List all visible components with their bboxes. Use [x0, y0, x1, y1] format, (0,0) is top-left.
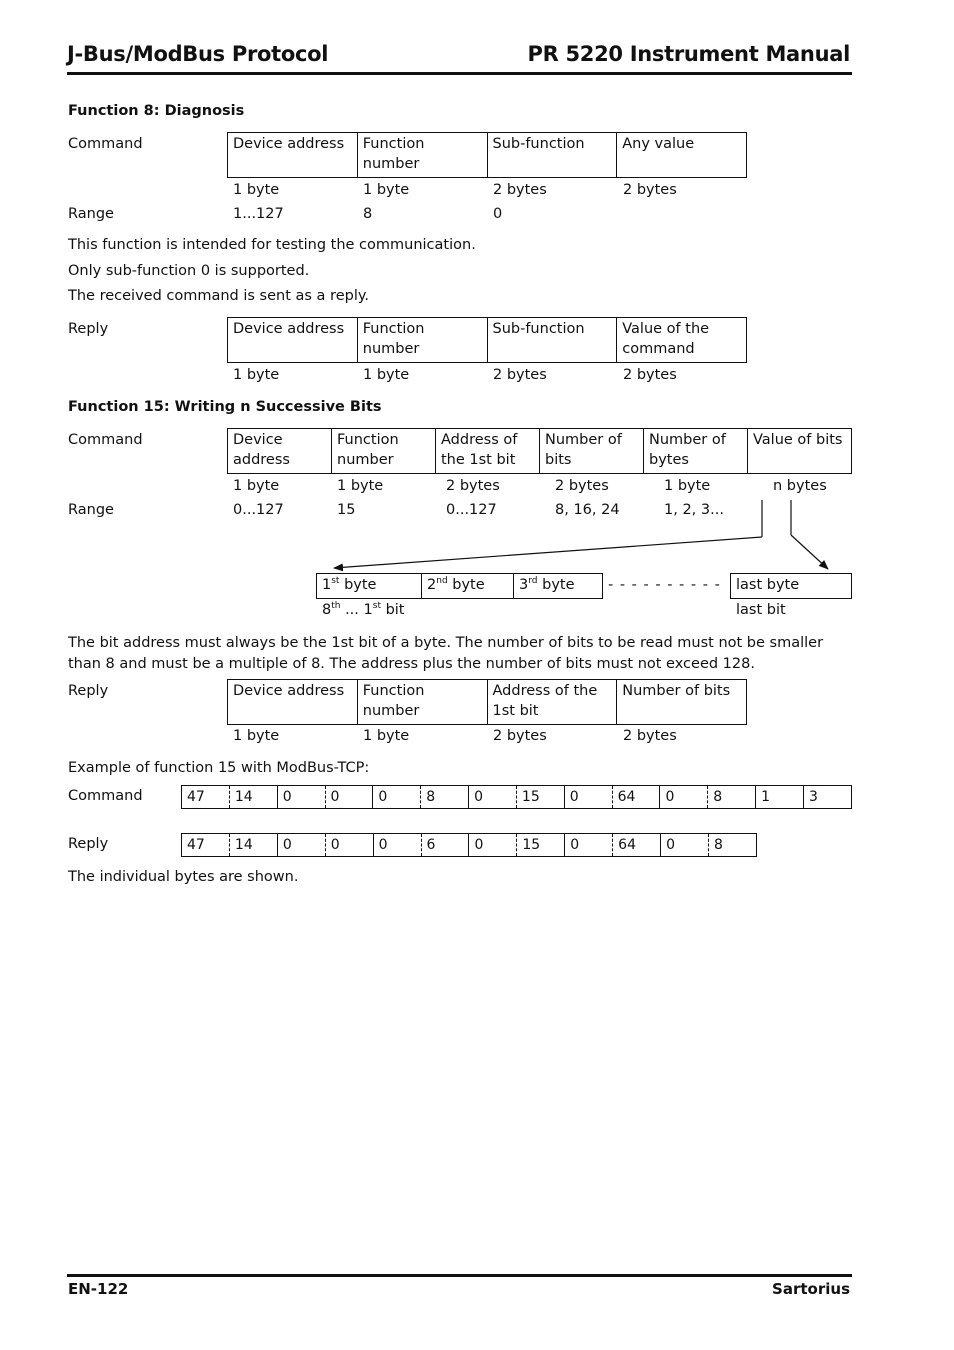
byte-box: 1st byte: [317, 574, 422, 599]
example-command-label: Command: [68, 788, 143, 804]
range-value: 8: [363, 206, 373, 222]
byte-cell: 15: [516, 786, 564, 809]
f15-reply-table: [227, 679, 747, 725]
last-bit-label: last bit: [736, 602, 786, 618]
size-value: 1 byte: [233, 182, 280, 198]
byte-cell: 14: [229, 786, 277, 809]
f8-heading: Function 8: Diagnosis: [68, 103, 245, 119]
table-cell: Device address: [228, 680, 358, 725]
size-value: 1 byte: [233, 478, 280, 494]
header-right-title: PR 5220 Instrument Manual: [527, 42, 850, 66]
byte-cell: 14: [229, 834, 277, 857]
f8-desc-line: The received command is sent as a reply.: [68, 288, 369, 304]
byte-cell: 0: [373, 786, 421, 809]
byte-cell: 47: [182, 834, 230, 857]
size-value: 2 bytes: [493, 182, 547, 198]
table-cell: Value of the command: [617, 318, 747, 363]
size-value: 1 byte: [233, 728, 280, 744]
table-cell: Device address: [228, 429, 332, 474]
byte-cell: 15: [517, 834, 565, 857]
byte-cell: 0: [373, 834, 421, 857]
byte-cell: 0: [325, 834, 373, 857]
f15-reply-label: Reply: [68, 683, 109, 699]
bit-diagram-bytes: [316, 573, 603, 599]
byte-cell: 0: [661, 834, 709, 857]
size-value: 2 bytes: [555, 478, 609, 494]
example-reply-label: Reply: [68, 836, 109, 852]
byte-cell: 8: [708, 834, 756, 857]
table-cell: Value of bits: [748, 429, 852, 474]
table-cell: Any value: [617, 133, 747, 178]
byte-cell: 0: [660, 786, 708, 809]
byte-cell: 0: [277, 786, 325, 809]
table-cell: Device address: [228, 133, 358, 178]
table-cell: Number of bits: [617, 680, 747, 725]
size-value: 1 byte: [363, 367, 410, 383]
range-value: 15: [337, 502, 356, 518]
byte-box: 2nd byte: [422, 574, 514, 599]
table-cell: Address of the 1st bit: [487, 680, 617, 725]
footer-company: Sartorius: [772, 1280, 850, 1298]
example-command-bytes: [181, 785, 852, 809]
byte-box: 3rd byte: [514, 574, 603, 599]
bytes-ellipsis-dashes: - - - - - - - - - -: [608, 577, 721, 593]
example-footnote: The individual bytes are shown.: [68, 869, 299, 885]
byte-cell: 64: [612, 786, 660, 809]
f8-desc-line: Only sub-function 0 is supported.: [68, 263, 310, 279]
table-cell: Number of bytes: [644, 429, 748, 474]
table-cell: Function number: [357, 133, 487, 178]
f15-heading: Function 15: Writing n Successive Bits: [68, 399, 382, 415]
f8-desc-line: This function is intended for testing the communication.: [68, 237, 476, 253]
byte-cell: 0: [325, 786, 373, 809]
size-value: 2 bytes: [623, 367, 677, 383]
bit-range-label: 8th ... 1st bit: [322, 601, 405, 618]
size-value: 2 bytes: [623, 182, 677, 198]
example-reply-bytes: [181, 833, 757, 857]
byte-cell: 0: [277, 834, 325, 857]
range-value: 0...127: [233, 502, 284, 518]
last-byte-box: [730, 573, 852, 599]
byte-cell: 3: [803, 786, 851, 809]
f15-description: The bit address must always be the 1st bit of a byte. The number of bits to be read must not be smaller than 8 and must be a multiple of 8. The address plus the number of bits must not exceed 128.: [68, 635, 824, 672]
table-cell: Function number: [332, 429, 436, 474]
byte-cell: 0: [469, 786, 517, 809]
range-value: 0...127: [446, 502, 497, 518]
footer-page-number: EN-122: [68, 1280, 129, 1298]
byte-cell: 1: [756, 786, 804, 809]
byte-cell: 6: [421, 834, 469, 857]
byte-cell: 64: [613, 834, 661, 857]
byte-box: last byte: [731, 574, 852, 599]
example-heading: Example of function 15 with ModBus-TCP:: [68, 760, 370, 776]
size-value: 1 byte: [337, 478, 384, 494]
bit-diagram-arrows: [0, 0, 954, 620]
size-value: 2 bytes: [493, 728, 547, 744]
range-value: 8, 16, 24: [555, 502, 620, 518]
byte-cell: 8: [708, 786, 756, 809]
size-value: 2 bytes: [623, 728, 677, 744]
footer-rule: [67, 1274, 852, 1277]
byte-cell: 0: [565, 834, 613, 857]
f15-command-label: Command: [68, 432, 143, 448]
size-value: 1 byte: [363, 182, 410, 198]
table-cell: Address of the 1st bit: [436, 429, 540, 474]
range-value: 1...127: [233, 206, 284, 222]
size-value: 1 byte: [233, 367, 280, 383]
arrow-to-first-byte: [334, 537, 762, 568]
byte-cell: 8: [421, 786, 469, 809]
size-value: 1 byte: [664, 478, 711, 494]
byte-cell: 47: [182, 786, 230, 809]
f15-reply-sizes: [228, 728, 748, 744]
header-left-title: J-Bus/ModBus Protocol: [67, 42, 329, 66]
range-value: 0: [493, 206, 503, 222]
size-value: 2 bytes: [446, 478, 500, 494]
f8-reply-label: Reply: [68, 321, 109, 337]
table-cell: Number of bits: [540, 429, 644, 474]
size-value: 1 byte: [363, 728, 410, 744]
f15-range-label: Range: [68, 502, 114, 518]
byte-cell: 0: [469, 834, 517, 857]
byte-cell: 0: [564, 786, 612, 809]
table-cell: Sub-function: [487, 133, 617, 178]
f8-command-label: Command: [68, 136, 143, 152]
size-value: 2 bytes: [493, 367, 547, 383]
table-cell: Device address: [228, 318, 358, 363]
table-cell: Function number: [357, 318, 487, 363]
table-cell: Sub-function: [487, 318, 617, 363]
range-value: 1, 2, 3...: [664, 502, 724, 518]
f8-range-label: Range: [68, 206, 114, 222]
table-cell: Function number: [357, 680, 487, 725]
size-value: n bytes: [773, 478, 827, 494]
arrow-to-last-byte: [791, 535, 828, 569]
